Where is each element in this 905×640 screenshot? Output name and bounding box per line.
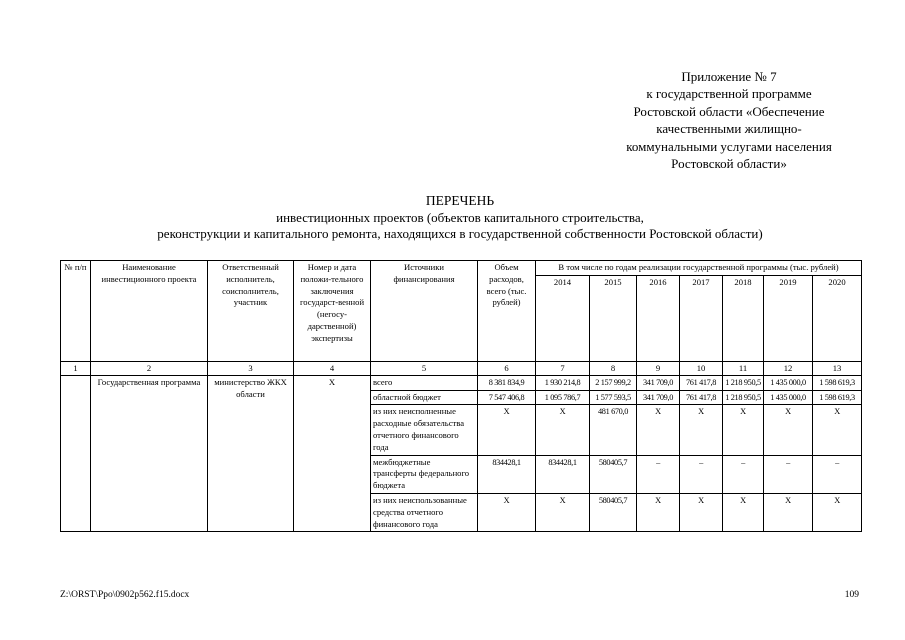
column-number: 6	[478, 361, 536, 375]
header-year: 2014	[536, 275, 590, 361]
year-value-cell: Х	[637, 493, 680, 531]
year-value-cell: 341 709,0	[637, 390, 680, 405]
year-value-cell: –	[813, 455, 862, 493]
year-value-cell: 1 577 593,5	[590, 390, 637, 405]
title-line: инвестиционных проектов (объектов капитального строительства,	[276, 209, 644, 225]
header-volume: Объем расходов, всего (тыс. рублей)	[478, 261, 536, 362]
source-cell: всего	[371, 375, 478, 390]
column-number: 2	[91, 361, 208, 375]
column-number: 13	[813, 361, 862, 375]
header-name: Наименование инвестиционного проекта	[91, 261, 208, 362]
column-number: 9	[637, 361, 680, 375]
year-value-cell: 761 417,8	[680, 390, 723, 405]
source-cell: областной бюджет	[371, 390, 478, 405]
header-year: 2015	[590, 275, 637, 361]
year-value-cell: Х	[764, 493, 813, 531]
year-value-cell: Х	[723, 405, 764, 455]
year-value-cell: 1 598 619,3	[813, 375, 862, 390]
table-row	[61, 375, 862, 390]
year-value-cell: Х	[536, 493, 590, 531]
appendix-note	[599, 68, 859, 172]
year-value-cell: 341 709,0	[637, 375, 680, 390]
year-value-cell: Х	[637, 405, 680, 455]
header-expertise: Номер и дата положи-тельного заключения государст-венной (негосу-дарственной) экспертизы	[294, 261, 371, 362]
project-num-cell	[61, 375, 91, 532]
year-value-cell: Х	[536, 405, 590, 455]
header-year: 2017	[680, 275, 723, 361]
column-number: 4	[294, 361, 371, 375]
project-expertise: Х	[294, 375, 371, 532]
year-value-cell: –	[680, 455, 723, 493]
header-year: 2019	[764, 275, 813, 361]
year-value-cell: 580405,7	[590, 455, 637, 493]
total-cell: 8 381 834,9	[478, 375, 536, 390]
source-cell: из них неисполненные расходные обязательства отчетного финансового года	[371, 405, 478, 455]
investment-projects-table	[60, 260, 862, 532]
total-cell: 7 547 406,8	[478, 390, 536, 405]
year-value-cell: 1 598 619,3	[813, 390, 862, 405]
year-value-cell: Х	[813, 493, 862, 531]
year-value-cell: Х	[813, 405, 862, 455]
column-number-row	[61, 361, 862, 375]
year-value-cell: 481 670,0	[590, 405, 637, 455]
document-title	[60, 193, 860, 243]
appendix-line: коммунальными услугами населения	[626, 138, 832, 154]
column-number: 3	[208, 361, 294, 375]
column-number: 10	[680, 361, 723, 375]
column-number: 11	[723, 361, 764, 375]
column-number: 7	[536, 361, 590, 375]
title-line: реконструкции и капитального ремонта, находящихся в государственной собственности Ростовской области)	[157, 226, 763, 241]
source-cell: межбюджетные трансферты федерального бюджета	[371, 455, 478, 493]
year-value-cell: 834428,1	[536, 455, 590, 493]
year-value-cell: Х	[680, 493, 723, 531]
year-value-cell: 2 157 999,2	[590, 375, 637, 390]
year-value-cell: 1 095 786,7	[536, 390, 590, 405]
footer-file-path: Z:\ORST\Ppo\0902p562.f15.docx	[60, 590, 190, 600]
column-number: 1	[61, 361, 91, 375]
footer-page-number: 109	[844, 590, 859, 600]
total-cell: Х	[478, 493, 536, 531]
header-sources: Источники финансирования	[371, 261, 478, 362]
column-number: 5	[371, 361, 478, 375]
year-value-cell: 1 218 950,5	[723, 390, 764, 405]
year-value-cell: 580405,7	[590, 493, 637, 531]
header-year: 2018	[723, 275, 764, 361]
header-num: № п/п	[61, 261, 91, 362]
year-value-cell: –	[764, 455, 813, 493]
year-value-cell: 761 417,8	[680, 375, 723, 390]
column-number: 8	[590, 361, 637, 375]
appendix-line: к государственной программе	[646, 86, 812, 102]
year-value-cell: 1 435 000,0	[764, 375, 813, 390]
header-executor: Ответственный исполнитель, соисполнитель, участник	[208, 261, 294, 362]
year-value-cell: 1 930 214,8	[536, 375, 590, 390]
appendix-line: качественными жилищно-	[656, 121, 802, 137]
appendix-line: Приложение № 7	[681, 69, 777, 84]
total-cell: 834428,1	[478, 455, 536, 493]
project-name: Государственная программа	[91, 375, 208, 532]
header-year: 2020	[813, 275, 862, 361]
column-number: 12	[764, 361, 813, 375]
appendix-line: Ростовской области»	[671, 156, 787, 172]
appendix-line: Ростовской области «Обеспечение	[633, 103, 825, 119]
source-cell: из них неиспользованные средства отчетного финансового года	[371, 493, 478, 531]
project-executor: министерство ЖКХ области	[208, 375, 294, 532]
total-cell: Х	[478, 405, 536, 455]
year-value-cell: Х	[764, 405, 813, 455]
header-year: 2016	[637, 275, 680, 361]
header-years-group: В том числе по годам реализации государственной программы (тыс. рублей)	[536, 261, 862, 276]
year-value-cell: 1 218 950,5	[723, 375, 764, 390]
year-value-cell: Х	[723, 493, 764, 531]
header-row	[61, 261, 862, 276]
year-value-cell: –	[637, 455, 680, 493]
year-value-cell: –	[723, 455, 764, 493]
title-heading: ПЕРЕЧЕНЬ	[425, 193, 495, 208]
year-value-cell: Х	[680, 405, 723, 455]
year-value-cell: 1 435 000,0	[764, 390, 813, 405]
